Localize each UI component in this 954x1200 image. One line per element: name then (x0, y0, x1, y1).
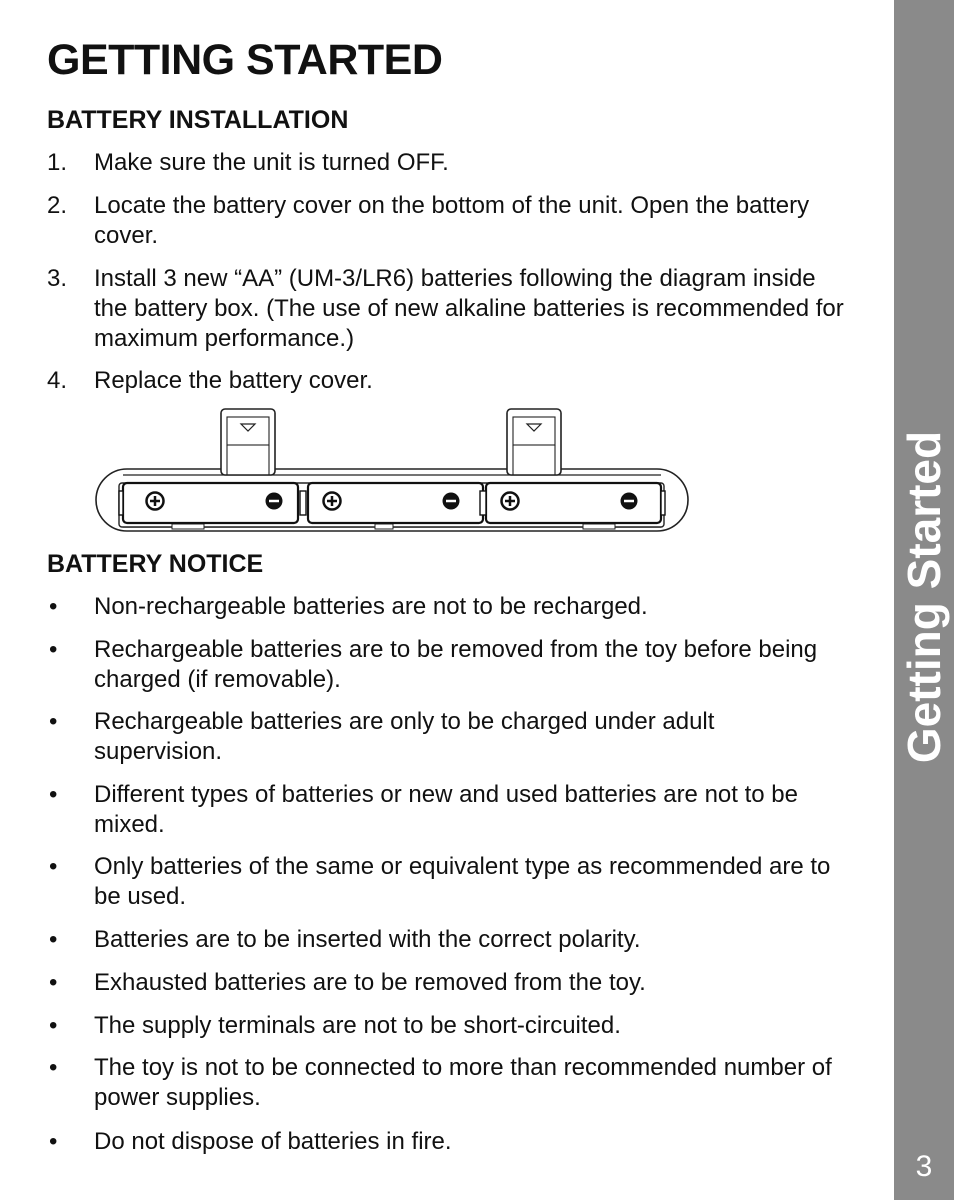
bullet: • (49, 969, 58, 996)
bullet: • (49, 636, 58, 663)
bullet: • (49, 781, 58, 808)
installation-step (47, 148, 847, 178)
latch-tab-icon (221, 409, 275, 475)
notice-item (47, 968, 847, 998)
bullet: • (49, 1012, 58, 1039)
minus-terminal-icon (621, 493, 638, 510)
notice-text: Do not dispose of batteries in fire. (94, 1128, 452, 1155)
bullet: • (49, 708, 58, 735)
notice-item (47, 852, 847, 912)
battery-diagram (95, 407, 690, 535)
notice-item (47, 707, 847, 767)
notice-text: Rechargeable batteries are to be removed from the toy before being charged (if removable). (94, 636, 818, 693)
battery-installation-heading: BATTERY INSTALLATION (47, 106, 349, 134)
notice-text: The toy is not to be connected to more than recommended number of power supplies. (94, 1054, 832, 1111)
notice-item (47, 635, 847, 695)
bullet: • (49, 1054, 58, 1081)
bullet: • (49, 593, 58, 620)
battery-icon (300, 483, 483, 523)
step-text: Make sure the unit is turned OFF. (94, 149, 449, 176)
plus-terminal-icon (147, 493, 164, 510)
step-number: 2. (47, 192, 68, 219)
notice-item (47, 592, 847, 622)
bullet: • (49, 1128, 58, 1155)
notice-text: The supply terminals are not to be short-circuited. (94, 1012, 621, 1039)
page-number: 3 (915, 1150, 933, 1183)
battery-notice-heading: BATTERY NOTICE (47, 550, 264, 578)
notice-item (47, 1011, 847, 1041)
notice-text: Non-rechargeable batteries are not to be recharged. (94, 593, 648, 620)
notice-item (47, 780, 847, 840)
step-text: Locate the battery cover on the bottom of the unit. Open the battery cover. (94, 192, 810, 249)
notice-item (47, 1053, 847, 1113)
plus-terminal-icon (502, 493, 519, 510)
step-number: 3. (47, 265, 68, 292)
minus-terminal-icon (443, 493, 460, 510)
notice-item (47, 925, 847, 955)
minus-terminal-icon (266, 493, 283, 510)
step-text: Install 3 new “AA” (UM-3/LR6) batteries following the diagram inside the battery box. (The use of new alkaline batteries is recommended for maximum performance.) (94, 265, 844, 352)
installation-step (47, 366, 847, 396)
notice-text: Exhausted batteries are to be removed from the toy. (94, 969, 646, 996)
installation-step (47, 191, 847, 251)
side-tab-label: Getting Started (898, 430, 950, 764)
notice-item (47, 1127, 847, 1157)
installation-step (47, 264, 847, 354)
step-number: 4. (47, 367, 68, 394)
bullet: • (49, 926, 58, 953)
step-text: Replace the battery cover. (94, 367, 373, 394)
notice-text: Only batteries of the same or equivalent type as recommended are to be used. (94, 853, 831, 910)
notice-text: Batteries are to be inserted with the correct polarity. (94, 926, 641, 953)
page-title: GETTING STARTED (47, 36, 443, 84)
battery-icon (480, 483, 665, 523)
step-number: 1. (47, 149, 68, 176)
plus-terminal-icon (324, 493, 341, 510)
notice-text: Rechargeable batteries are only to be charged under adult supervision. (94, 708, 715, 765)
battery-icon (119, 483, 298, 523)
side-tab (894, 0, 954, 1200)
latch-tab-icon (507, 409, 561, 475)
bullet: • (49, 853, 58, 880)
notice-text: Different types of batteries or new and used batteries are not to be mixed. (94, 781, 798, 838)
